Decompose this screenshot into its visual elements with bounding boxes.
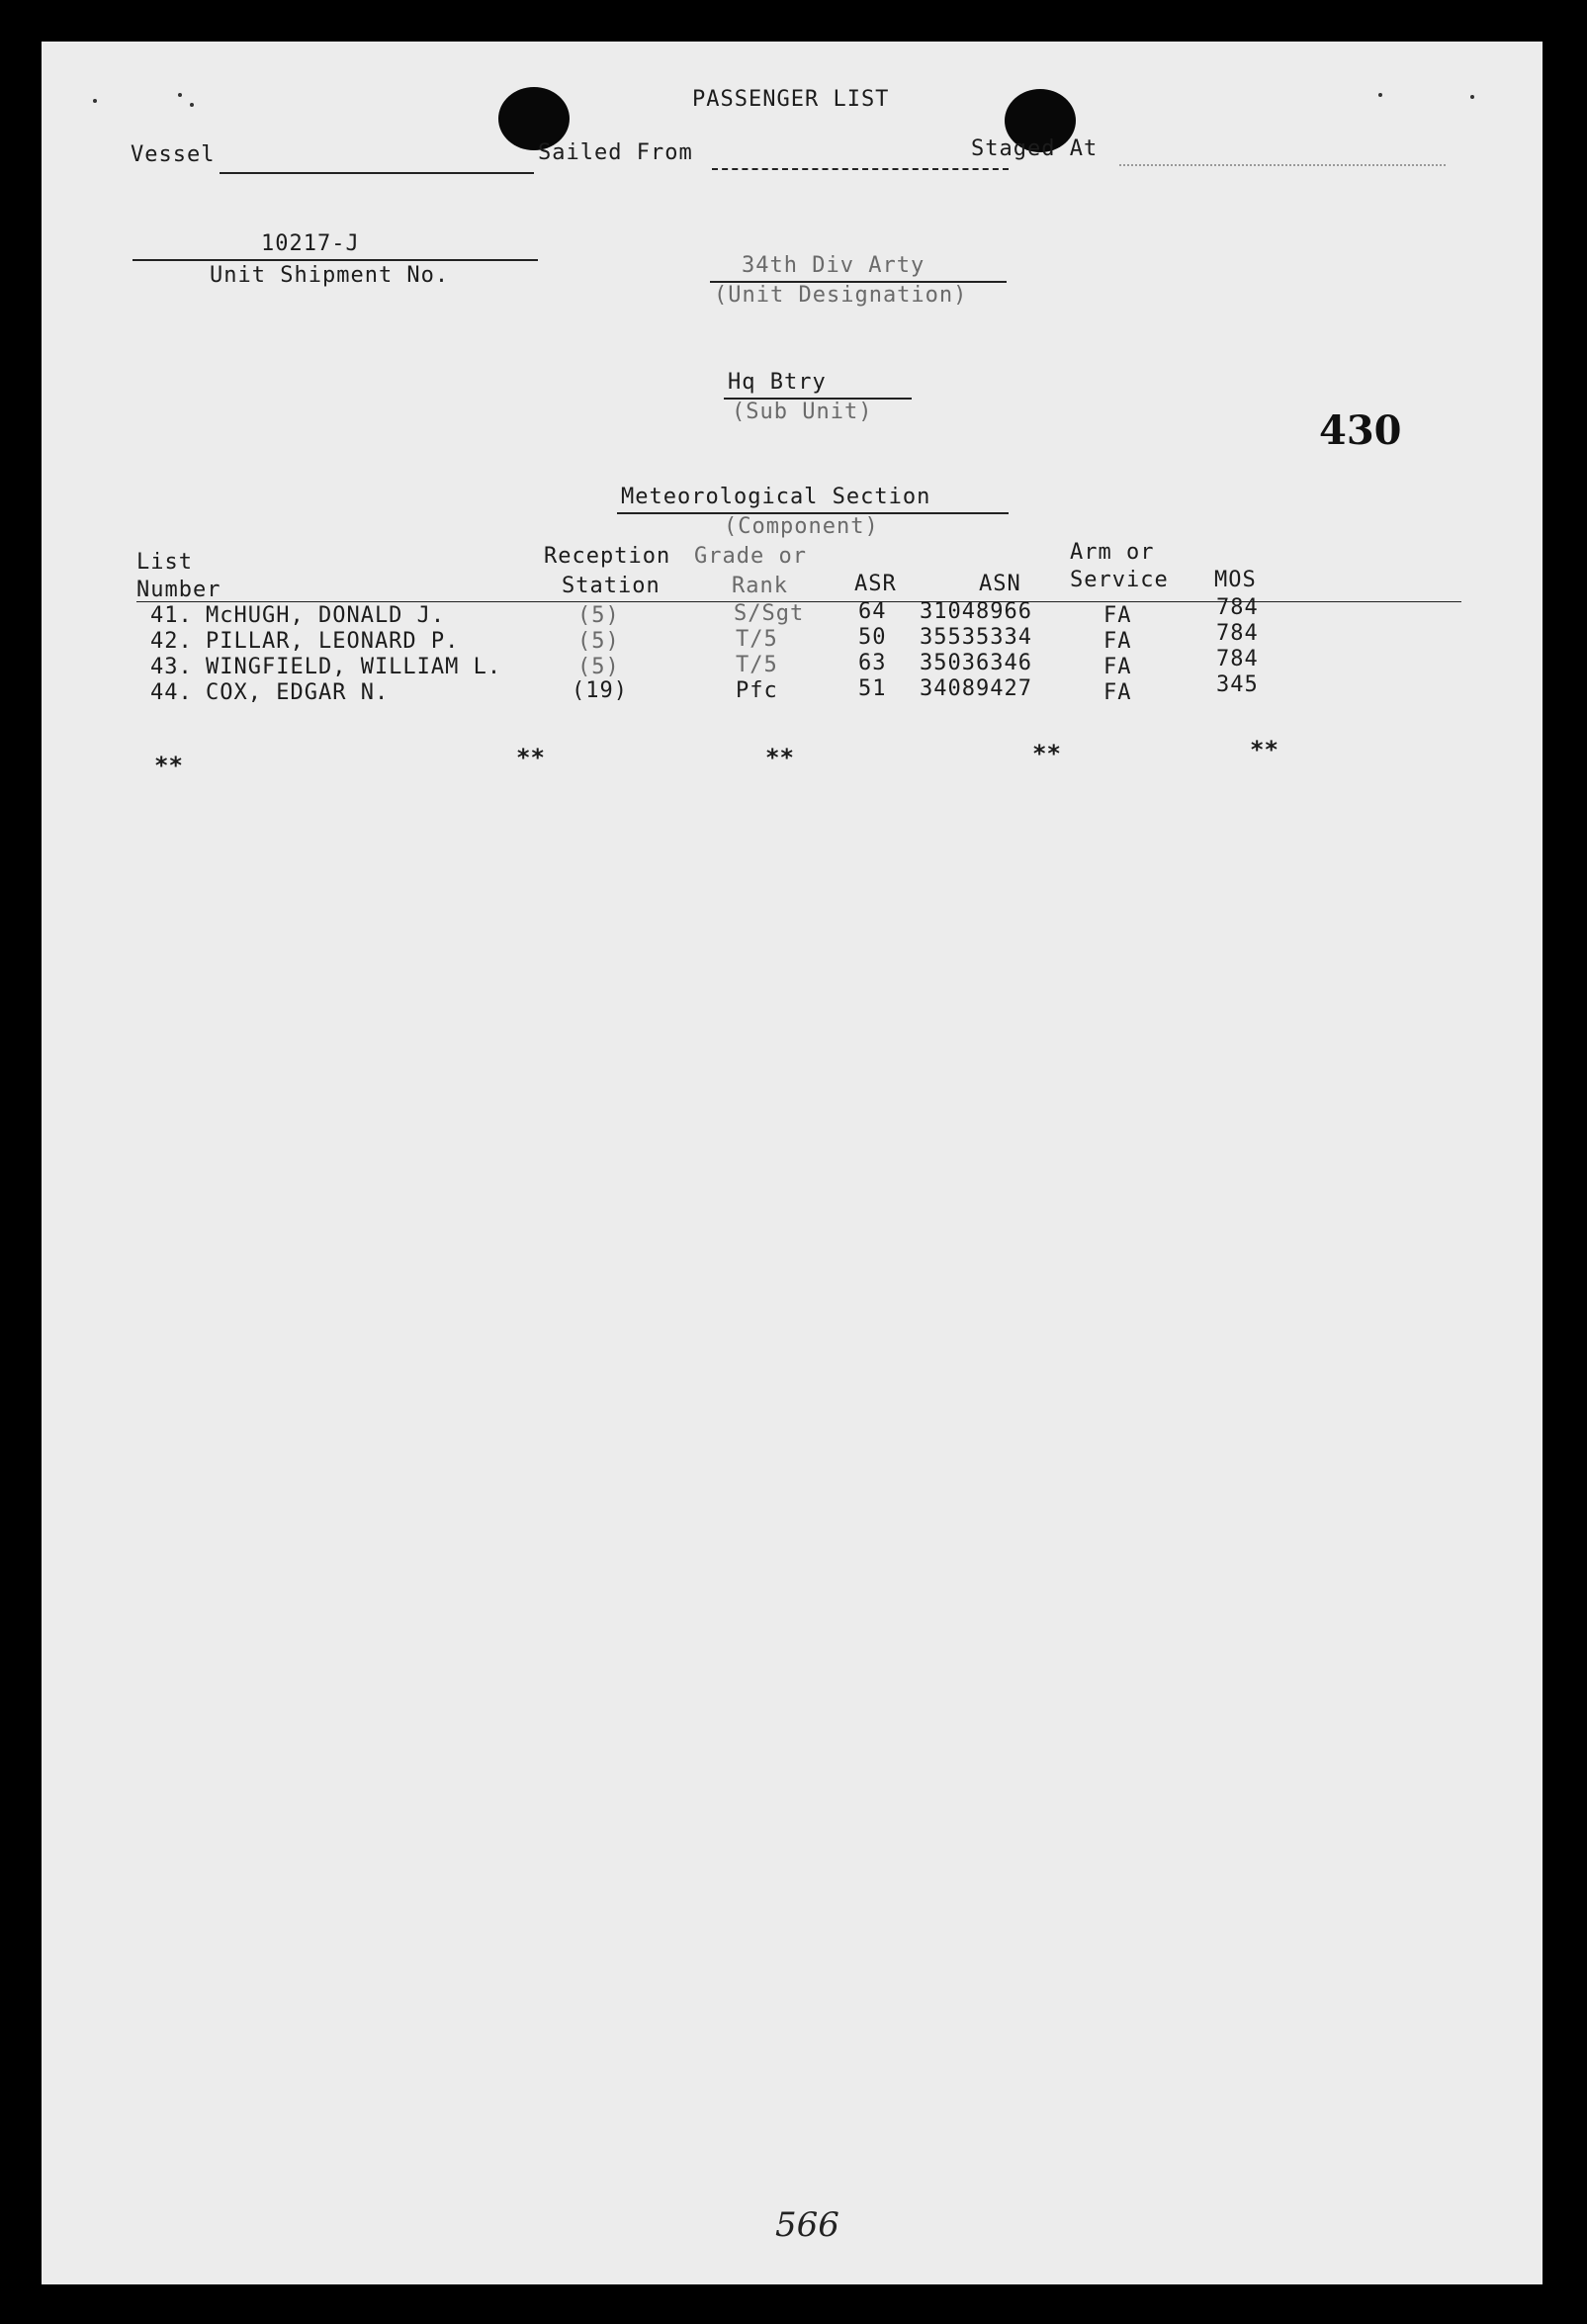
row-arm: FA	[1103, 680, 1132, 705]
document-page	[42, 42, 1543, 2284]
speck	[1470, 95, 1474, 99]
row-mos: 784	[1216, 595, 1259, 620]
row-mos: 784	[1216, 647, 1259, 671]
end-marker: **	[765, 744, 794, 771]
row-arm: FA	[1103, 603, 1132, 628]
unit-designation-label: (Unit Designation)	[714, 283, 968, 308]
speck	[178, 93, 182, 97]
staged-at-line	[1119, 164, 1446, 166]
header-number: Number	[136, 578, 221, 602]
speck	[93, 99, 97, 103]
row-name: WINGFIELD, WILLIAM L.	[206, 655, 502, 679]
unit-designation: 34th Div Arty	[742, 253, 926, 278]
sailed-from-line	[712, 168, 1009, 170]
component: Meteorological Section	[621, 485, 931, 509]
speck	[190, 103, 194, 107]
row-number: 44.	[150, 680, 193, 705]
row-asr: 51	[858, 676, 887, 701]
row-grade: S/Sgt	[734, 601, 805, 626]
row-station: (19)	[572, 678, 628, 703]
row-asr: 64	[858, 599, 887, 624]
vessel-label: Vessel	[131, 142, 216, 167]
sub-unit: Hq Btry	[728, 370, 827, 395]
shipment-line	[132, 259, 538, 261]
header-grade: Grade or	[694, 544, 807, 569]
header-asr: ASR	[854, 572, 897, 596]
end-marker: **	[516, 744, 545, 771]
unit-shipment-label: Unit Shipment No.	[210, 263, 450, 288]
row-number: 42.	[150, 629, 193, 654]
row-arm: FA	[1103, 629, 1132, 654]
sailed-from-label: Sailed From	[538, 140, 693, 165]
row-arm: FA	[1103, 655, 1132, 679]
header-arm-or: Arm or	[1070, 540, 1155, 565]
header-mos: MOS	[1214, 568, 1257, 592]
row-number: 41.	[150, 603, 193, 628]
unit-shipment-number: 10217-J	[261, 231, 360, 256]
end-marker: **	[1032, 740, 1061, 767]
speck	[1378, 93, 1382, 97]
row-grade: T/5	[736, 627, 778, 652]
header-reception: Reception	[544, 544, 671, 569]
row-asn: 34089427	[920, 676, 1032, 701]
row-grade: Pfc	[736, 678, 778, 703]
row-station: (5)	[577, 655, 620, 679]
document-title: PASSENGER LIST	[692, 87, 890, 112]
end-marker: **	[1250, 736, 1278, 763]
row-station: (5)	[577, 629, 620, 654]
header-station: Station	[562, 574, 661, 598]
row-grade: T/5	[736, 653, 778, 677]
row-asn: 35036346	[920, 651, 1032, 675]
row-name: COX, EDGAR N.	[206, 680, 390, 705]
row-name: PILLAR, LEONARD P.	[206, 629, 460, 654]
handwritten-folio: 566	[775, 2205, 839, 2245]
row-mos: 784	[1216, 621, 1259, 646]
row-asn: 35535334	[920, 625, 1032, 650]
row-station: (5)	[577, 603, 620, 628]
row-asr: 63	[858, 651, 887, 675]
row-mos: 345	[1216, 672, 1259, 697]
header-rank: Rank	[732, 574, 788, 598]
row-name: McHUGH, DONALD J.	[206, 603, 446, 628]
row-asr: 50	[858, 625, 887, 650]
vessel-line	[220, 172, 534, 174]
row-number: 43.	[150, 655, 193, 679]
component-label: (Component)	[724, 514, 879, 539]
staged-at-label: Staged At	[971, 136, 1099, 161]
header-list: List	[136, 550, 193, 575]
page-number: 430	[1319, 407, 1402, 454]
header-asn: ASN	[979, 572, 1021, 596]
end-marker: **	[154, 752, 183, 779]
sub-unit-label: (Sub Unit)	[732, 400, 873, 424]
row-asn: 31048966	[920, 599, 1032, 624]
header-service: Service	[1070, 568, 1169, 592]
